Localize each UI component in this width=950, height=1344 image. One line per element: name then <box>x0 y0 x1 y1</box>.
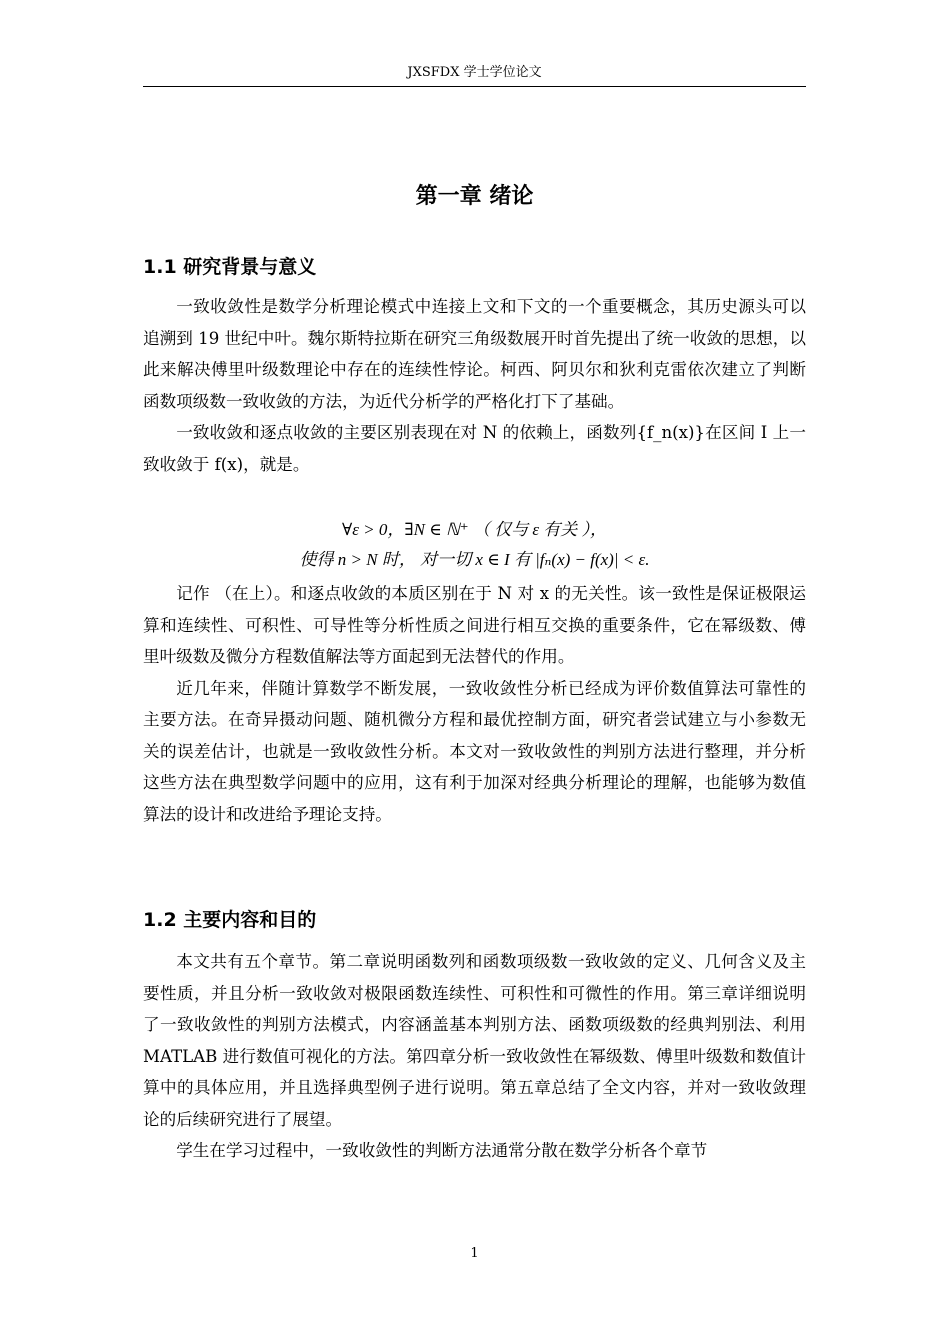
running-header: JXSFDX 学士学位论文 <box>407 65 542 80</box>
formula-line-1: ∀ε > 0，∃N ∈ ℕ⁺ （ 仅与 ε 有关 ）， <box>341 520 608 539</box>
section-1-1-body-a <box>143 291 806 480</box>
paragraph: 记作 （在上）。和逐点收敛的本质区别在于 N 对 x 的无关性。该一致性是保证极限运算和连续性、可积性、可导性等分析性质之间进行相互交换的重要条件，它在幂级数、傅里叶级数及微分方程数值解法等方面起到无法替代的作用。 <box>143 584 806 666</box>
paragraph: 一致收敛和逐点收敛的主要区别表现在对 N 的依赖上，函数列{f_n(x)}在区间 I 上一致收敛于 f(x)，就是。 <box>143 423 806 474</box>
paragraph: 一致收敛性是数学分析理论模式中连接上文和下文的一个重要概念，其历史源头可以追溯到 19 世纪中叶。魏尔斯特拉斯在研究三角级数展开时首先提出了统一收敛的思想，以此来解决傅里叶级数理论中存在的连续性悖论。柯西、阿贝尔和狄利克雷依次建立了判断函数项级数一致收敛的方法，为近代分析学的严格化打下了基础。 <box>143 297 806 411</box>
formula-line-2: 使得 n > N 时， 对一切 x ∈ I 有 |fₙ(x) − f(x)| < ε. <box>299 550 650 569</box>
header-rule <box>143 86 806 87</box>
section-1-1-body-b <box>143 578 806 830</box>
paragraph: 近几年来，伴随计算数学不断发展，一致收敛性分析已经成为评价数值算法可靠性的主要方法。在奇异摄动问题、随机微分方程和最优控制方面，研究者尝试建立与小参数无关的误差估计，也就是一致收敛性分析。本文对一致收敛性的判别方法进行整理，并分析这些方法在典型数学问题中的应用，这有利于加深对经典分析理论的理解，也能够为数值算法的设计和改进给予理论支持。 <box>143 678 806 824</box>
paragraph: 本文共有五个章节。第二章说明函数列和函数项级数一致收敛的定义、几何含义及主要性质，并且分析一致收敛对极限函数连续性、可积性和可微性的作用。第三章详细说明了一致收敛性的判别方法模式，内容涵盖基本判别方法、函数项级数的经典判别法、利用 MATLAB 进行数值可视化的方法。第四章分析一致收敛性在幂级数、傅里叶级数和数值计算中的具体应用，并且选择典型例子进行说明。第五章总结了全文内容，并对一致收敛理论的后续研究进行了展望。 <box>143 952 806 1129</box>
section-heading-1-2: 1.2 主要内容和目的 <box>143 909 317 931</box>
page-number: 1 <box>470 1246 479 1261</box>
paragraph: 学生在学习过程中，一致收敛性的判断方法通常分散在数学分析各个章节 <box>176 1141 708 1160</box>
chapter-title: 第一章 绪论 <box>415 184 534 209</box>
section-heading-1-1: 1.1 研究背景与意义 <box>143 256 317 278</box>
section-1-2-body <box>143 946 806 1167</box>
